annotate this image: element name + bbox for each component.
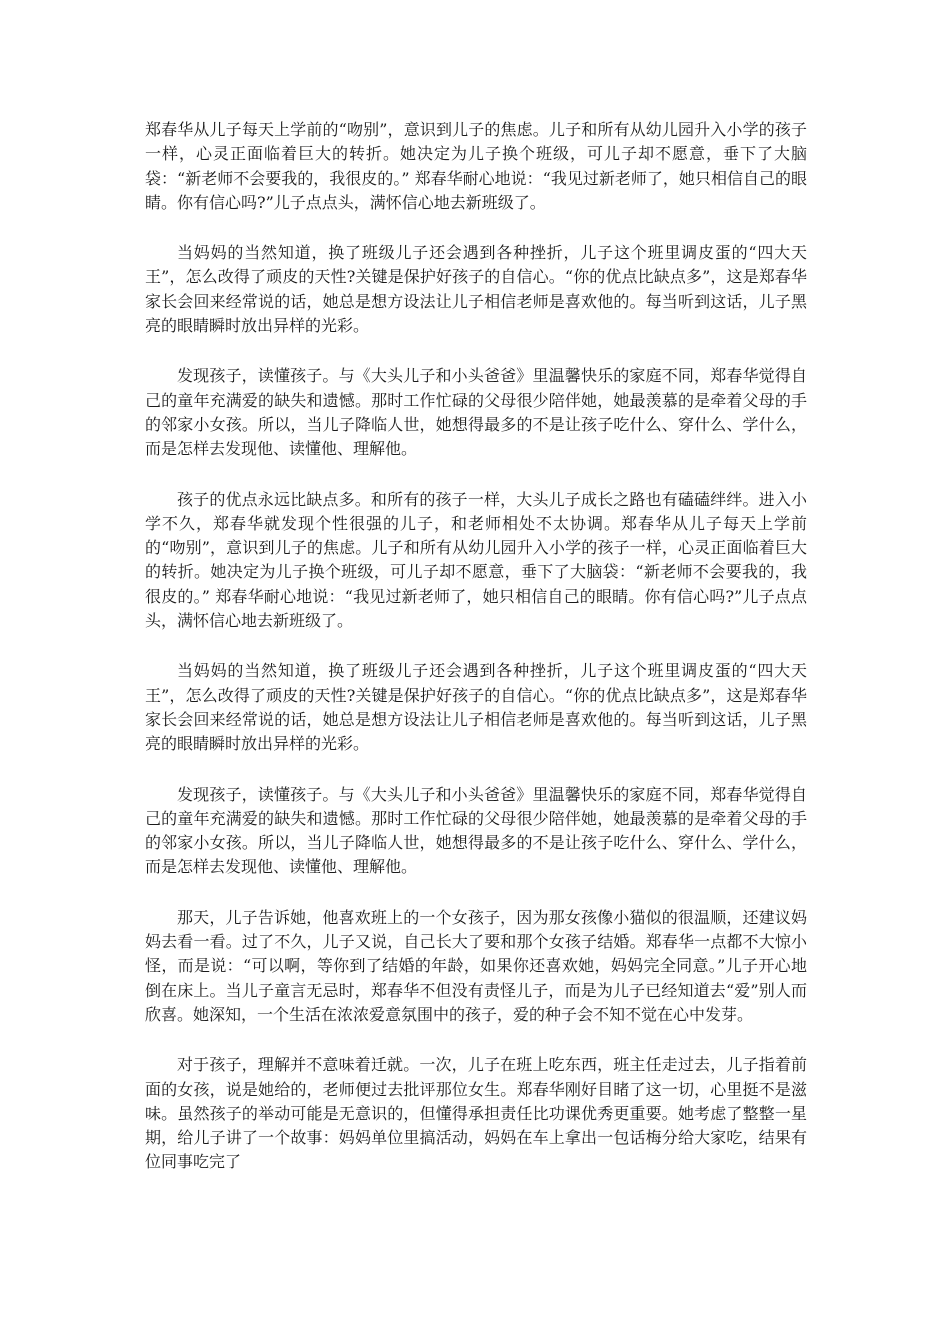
paragraph-5: 当妈妈的当然知道，换了班级儿子还会遇到各种挫折，儿子这个班里调皮蛋的“四大天王”，怎么改得了顽皮的天性?关键是保护好孩子的自信心。“你的优点比缺点多”，这是郑春华家长会回来经常说的话，她总是想方设法让儿子相信老师是喜欢他的。每当听到这话，儿子黑亮的眼睛瞬时放出异样的光彩。 (145, 661, 807, 754)
paragraph-1: 郑春华从儿子每天上学前的“吻别”，意识到儿子的焦虑。儿子和所有从幼儿园升入小学的孩子一样，心灵正面临着巨大的转折。她决定为儿子换个班级，可儿子却不愿意，垂下了大脑袋：“新老师不会要我的，我很皮的。” 郑春华耐心地说：“我见过新老师了，她只相信自己的眼睛。你有信心吗?”儿子点点头，满怀信心地去新班级了。 (145, 120, 807, 212)
paragraph-7: 那天，儿子告诉她，他喜欢班上的一个女孩子，因为那女孩像小猫似的很温顺，还建议妈妈去看一看。过了不久，儿子又说，自己长大了要和那个女孩子结婚。郑春华一点都不大惊小怪，而是说：“可以啊，等你到了结婚的年龄，如果你还喜欢她，妈妈完全同意。”儿子开心地倒在床上。当儿子童言无忌时，郑春华不但没有责怪儿子，而是为儿子已经知道去“爱”别人而欣喜。她深知，一个生活在浓浓爱意氛围中的孩子，爱的种子会不知不觉在心中发芽。 (145, 907, 807, 1024)
paragraph-6: 发现孩子，读懂孩子。与《大头儿子和小头爸爸》里温馨快乐的家庭不同，郑春华觉得自己的童年充满爱的缺失和遗憾。那时工作忙碌的父母很少陪伴她，她最羡慕的是牵着父母的手的邻家小女孩。所以，当儿子降临人世，她想得最多的不是让孩子吃什么、穿什么、学什么，而是怎样去发现他、读懂他、理解他。 (145, 784, 807, 877)
paragraph-8: 对于孩子，理解并不意味着迁就。一次，儿子在班上吃东西，班主任走过去，儿子指着前面的女孩，说是她给的，老师便过去批评那位女生。郑春华刚好目睹了这一切，心里挺不是滋味。虽然孩子的举动可能是无意识的，但懂得承担责任比功课优秀更重要。她考虑了整整一星期，给儿子讲了一个故事：妈妈单位里搞活动，妈妈在车上拿出一包话梅分给大家吃，结果有位同事吃完了 (145, 1055, 807, 1172)
document-body (145, 118, 807, 1201)
paragraph-2: 当妈妈的当然知道，换了班级儿子还会遇到各种挫折，儿子这个班里调皮蛋的“四大天王”，怎么改得了顽皮的天性?关键是保护好孩子的自信心。“你的优点比缺点多”，这是郑春华家长会回来经常说的话，她总是想方设法让儿子相信老师是喜欢他的。每当听到这话，儿子黑亮的眼睛瞬时放出异样的光彩。 (145, 243, 807, 336)
paragraph-3: 发现孩子，读懂孩子。与《大头儿子和小头爸爸》里温馨快乐的家庭不同，郑春华觉得自己的童年充满爱的缺失和遗憾。那时工作忙碌的父母很少陪伴她，她最羡慕的是牵着父母的手的邻家小女孩。所以，当儿子降临人世，她想得最多的不是让孩子吃什么、穿什么、学什么，而是怎样去发现他、读懂他、理解他。 (145, 366, 807, 459)
paragraph-4: 孩子的优点永远比缺点多。和所有的孩子一样，大头儿子成长之路也有磕磕绊绊。进入小学不久，郑春华就发现个性很强的儿子，和老师相处不太协调。郑春华从儿子每天上学前的“吻别”，意识到儿子的焦虑。儿子和所有从幼儿园升入小学的孩子一样，心灵正面临着巨大的转折。她决定为儿子换个班级，可儿子却不愿意，垂下了大脑袋：“新老师不会要我的，我很皮的。” 郑春华耐心地说：“我见过新老师了，她只相信自己的眼睛。你有信心吗?”儿子点点头，满怀信心地去新班级了。 (145, 489, 807, 631)
